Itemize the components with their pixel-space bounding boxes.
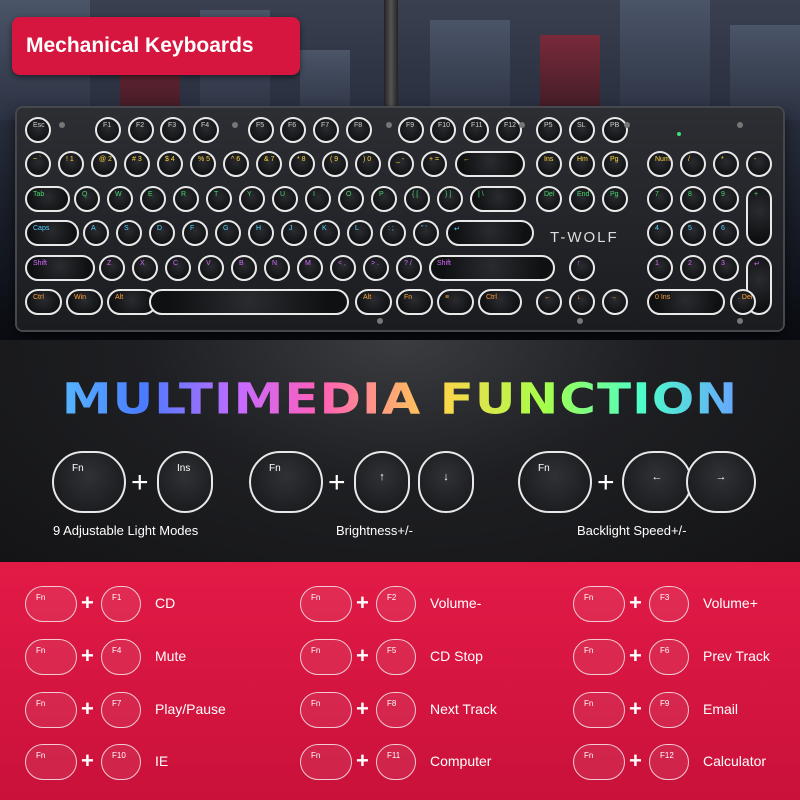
shortcut-item: [25, 582, 287, 626]
screw: [59, 122, 65, 128]
function-key: F12: [649, 744, 689, 780]
keyboard-key: 9: [713, 186, 739, 212]
screw: [624, 122, 630, 128]
shortcut-grid: [0, 562, 800, 800]
keyboard-key: _ -: [388, 151, 414, 177]
combo-label-backlight-speed: Backlight Speed+/-: [577, 523, 687, 538]
shortcut-label: IE: [155, 753, 169, 769]
spacebar-key: [149, 289, 349, 315]
fn-key: Fn: [573, 744, 625, 780]
keyboard-key: # 3: [124, 151, 150, 177]
keyboard-key: L: [347, 220, 373, 246]
shortcut-label: CD Stop: [430, 648, 483, 664]
fn-key: Fn: [300, 639, 352, 675]
function-key: F1: [101, 586, 141, 622]
shortcut-label: Computer: [430, 753, 492, 769]
keyboard-key: T: [206, 186, 232, 212]
shortcut-item: [573, 582, 800, 626]
multimedia-heading: MULTIMEDIA FUNCTION: [0, 374, 800, 423]
keyboard-key: O: [338, 186, 364, 212]
keyboard-key: V: [198, 255, 224, 281]
fn-key: Fn: [573, 692, 625, 728]
function-key: F5: [376, 639, 416, 675]
keyboard-key: < ,: [330, 255, 356, 281]
keyboard-key: F10: [430, 117, 456, 143]
arrow-right-icon: →: [686, 451, 756, 513]
keyboard-key: H: [248, 220, 274, 246]
keyboard-key: F2: [128, 117, 154, 143]
shortcut-item: [300, 635, 562, 679]
keyboard-key: @ 2: [91, 151, 117, 177]
keyboard-key: F9: [398, 117, 424, 143]
keyboard-key: Win: [66, 289, 103, 315]
keyboard-key: ~ `: [25, 151, 51, 177]
shortcut-label: Mute: [155, 648, 187, 664]
keyboard-key: SL: [569, 117, 595, 143]
keyboard-key: Pg: [602, 151, 628, 177]
plus-sign: +: [629, 696, 642, 721]
arrow-left-icon: ←: [622, 451, 692, 513]
shortcut-item: [25, 688, 287, 732]
keyboard-key: C: [165, 255, 191, 281]
keyboard-key: Hm: [569, 151, 595, 177]
function-key: F7: [101, 692, 141, 728]
shortcut-item: [573, 635, 800, 679]
keyboard-key: Q: [74, 186, 100, 212]
screw: [386, 122, 392, 128]
shortcut-item: [300, 688, 562, 732]
keyboard-key: A: [83, 220, 109, 246]
keyboard-key: I: [305, 186, 331, 212]
keyboard-key: 1: [647, 255, 673, 281]
keyboard-key: ←: [536, 289, 562, 315]
fn-key: Fn: [25, 639, 77, 675]
keyboard-key: J: [281, 220, 307, 246]
combo-fn-key: Fn: [249, 451, 323, 513]
shortcut-label: CD: [155, 595, 176, 611]
keyboard-image: [17, 108, 783, 330]
keyboard-key: . Del: [730, 289, 756, 315]
screw: [232, 122, 238, 128]
fn-key: Fn: [25, 692, 77, 728]
keyboard-key: Alt: [107, 289, 157, 315]
screw: [519, 122, 525, 128]
fn-key: Fn: [573, 639, 625, 675]
screw: [737, 122, 743, 128]
keyboard-key: F: [182, 220, 208, 246]
keyboard-key: * 8: [289, 151, 315, 177]
fn-key: Fn: [300, 586, 352, 622]
keyboard-key: ↓: [569, 289, 595, 315]
shortcut-label: Email: [703, 701, 739, 717]
keyboard-key: W: [107, 186, 133, 212]
plus-sign: +: [356, 643, 369, 668]
keyboard-key: " ': [413, 220, 439, 246]
plus-sign: +: [356, 696, 369, 721]
keyboard-key: ≡: [437, 289, 474, 315]
fn-key: Fn: [300, 744, 352, 780]
keyboard-key: F11: [463, 117, 489, 143]
keyboard-key: PB: [602, 117, 628, 143]
keyboard-key: | \: [470, 186, 526, 212]
keyboard-key: P: [371, 186, 397, 212]
plus-sign: +: [81, 748, 94, 773]
plus-sign: +: [597, 466, 615, 499]
keyboard-key: S: [116, 220, 142, 246]
fn-key: Fn: [573, 586, 625, 622]
keyboard-key: P5: [536, 117, 562, 143]
keyboard-key: Fn: [396, 289, 433, 315]
keyboard-key: ←: [455, 151, 525, 177]
function-key: F8: [376, 692, 416, 728]
keyboard-key: Shift: [25, 255, 95, 281]
keyboard-key: End: [569, 186, 595, 212]
screw: [577, 318, 583, 324]
fn-key: Fn: [300, 692, 352, 728]
keyboard-key: D: [149, 220, 175, 246]
shortcut-label: Calculator: [703, 753, 767, 769]
keyboard-key: /: [680, 151, 706, 177]
arrow-up-icon: ↑: [354, 451, 410, 513]
building: [430, 20, 510, 120]
keyboard-key: Alt: [355, 289, 392, 315]
keyboard-key: Pg: [602, 186, 628, 212]
usb-cable: [384, 0, 398, 112]
keyboard-key: ? /: [396, 255, 422, 281]
keyboard-key: F3: [160, 117, 186, 143]
page-title: Mechanical Keyboards: [12, 17, 300, 75]
keyboard-key: Ins: [536, 151, 562, 177]
keyboard-key: $ 4: [157, 151, 183, 177]
keyboard-key: % 5: [190, 151, 216, 177]
shortcut-label: Volume-: [430, 595, 482, 611]
keyboard-key: ) 0: [355, 151, 381, 177]
keyboard-key: Shift: [429, 255, 555, 281]
shortcut-item: [573, 740, 800, 784]
keyboard-key: ^ 6: [223, 151, 249, 177]
status-led: [677, 132, 681, 136]
combo-ins-key: Ins: [157, 451, 213, 513]
keyboard-key: Tab: [25, 186, 70, 212]
screw: [737, 318, 743, 324]
plus-sign: +: [131, 466, 149, 499]
keyboard-key: 4: [647, 220, 673, 246]
shortcut-label: Next Track: [430, 701, 497, 717]
keyboard-key: N: [264, 255, 290, 281]
keyboard-key: F12: [496, 117, 522, 143]
plus-sign: +: [629, 643, 642, 668]
keyboard-key: Num: [647, 151, 673, 177]
plus-sign: +: [629, 748, 642, 773]
keyboard-key: Del: [536, 186, 562, 212]
function-key: F2: [376, 586, 416, 622]
function-key: F4: [101, 639, 141, 675]
keyboard-key: & 7: [256, 151, 282, 177]
shortcut-label: Prev Track: [703, 648, 770, 664]
keyboard-key: ↑: [569, 255, 595, 281]
combo-fn-key: Fn: [518, 451, 592, 513]
keyboard-key: B: [231, 255, 257, 281]
function-key: F9: [649, 692, 689, 728]
plus-sign: +: [81, 696, 94, 721]
keyboard-key: Z: [99, 255, 125, 281]
fn-key: Fn: [25, 744, 77, 780]
keyboard-key: 5: [680, 220, 706, 246]
screw: [377, 318, 383, 324]
keyboard-key: ↵: [746, 255, 772, 315]
keyboard-key: F5: [248, 117, 274, 143]
shortcut-item: [300, 740, 562, 784]
multimedia-section: [0, 340, 800, 562]
shortcut-item: [573, 688, 800, 732]
fn-key: Fn: [25, 586, 77, 622]
keyboard-key: X: [132, 255, 158, 281]
keyboard-key: F8: [346, 117, 372, 143]
keyboard-key: : ;: [380, 220, 406, 246]
keyboard-key: →: [602, 289, 628, 315]
keyboard-key: ↵: [446, 220, 534, 246]
function-key: F11: [376, 744, 416, 780]
shortcut-item: [25, 740, 287, 784]
plus-sign: +: [81, 643, 94, 668]
plus-sign: +: [81, 590, 94, 615]
function-key: F6: [649, 639, 689, 675]
keyboard-key: F1: [95, 117, 121, 143]
function-key: F3: [649, 586, 689, 622]
combo-fn-key: Fn: [52, 451, 126, 513]
keyboard-key: U: [272, 186, 298, 212]
combo-label-brightness: Brightness+/-: [336, 523, 413, 538]
keyboard-key: > .: [363, 255, 389, 281]
combo-label-light-modes: 9 Adjustable Light Modes: [53, 523, 199, 538]
keyboard-key: *: [713, 151, 739, 177]
keyboard-key: Y: [239, 186, 265, 212]
keyboard-key: ( 9: [322, 151, 348, 177]
keyboard-key: K: [314, 220, 340, 246]
keyboard-key: F7: [313, 117, 339, 143]
keyboard-key: ! 1: [58, 151, 84, 177]
keyboard-key: { [: [404, 186, 430, 212]
keyboard-key: 6: [713, 220, 739, 246]
keyboard-key: } ]: [437, 186, 463, 212]
brand-logo: T-WOLF: [550, 229, 619, 246]
plus-sign: +: [629, 590, 642, 615]
keyboard-key: + =: [421, 151, 447, 177]
keyboard-key: -: [746, 151, 772, 177]
plus-sign: +: [328, 466, 346, 499]
keyboard-key: G: [215, 220, 241, 246]
building: [730, 25, 800, 120]
plus-sign: +: [356, 748, 369, 773]
keyboard-key: R: [173, 186, 199, 212]
keyboard-key: F6: [280, 117, 306, 143]
shortcut-label: Volume+: [703, 595, 758, 611]
keyboard-key: E: [140, 186, 166, 212]
keyboard-key: 7: [647, 186, 673, 212]
keyboard-key: 8: [680, 186, 706, 212]
keyboard-key: F4: [193, 117, 219, 143]
keyboard-key: 0 Ins: [647, 289, 725, 315]
keyboard-key: M: [297, 255, 323, 281]
keyboard-key: Ctrl: [25, 289, 62, 315]
keyboard-key: Ctrl: [478, 289, 522, 315]
keyboard-key: Esc: [25, 117, 51, 143]
keyboard-key: 2: [680, 255, 706, 281]
shortcut-item: [300, 582, 562, 626]
building: [620, 0, 710, 120]
shortcut-label: Play/Pause: [155, 701, 226, 717]
keyboard-key: +: [746, 186, 772, 246]
arrow-down-icon: ↓: [418, 451, 474, 513]
keyboard-key: Caps: [25, 220, 79, 246]
function-key: F10: [101, 744, 141, 780]
keyboard-key: 3: [713, 255, 739, 281]
plus-sign: +: [356, 590, 369, 615]
shortcut-item: [25, 635, 287, 679]
